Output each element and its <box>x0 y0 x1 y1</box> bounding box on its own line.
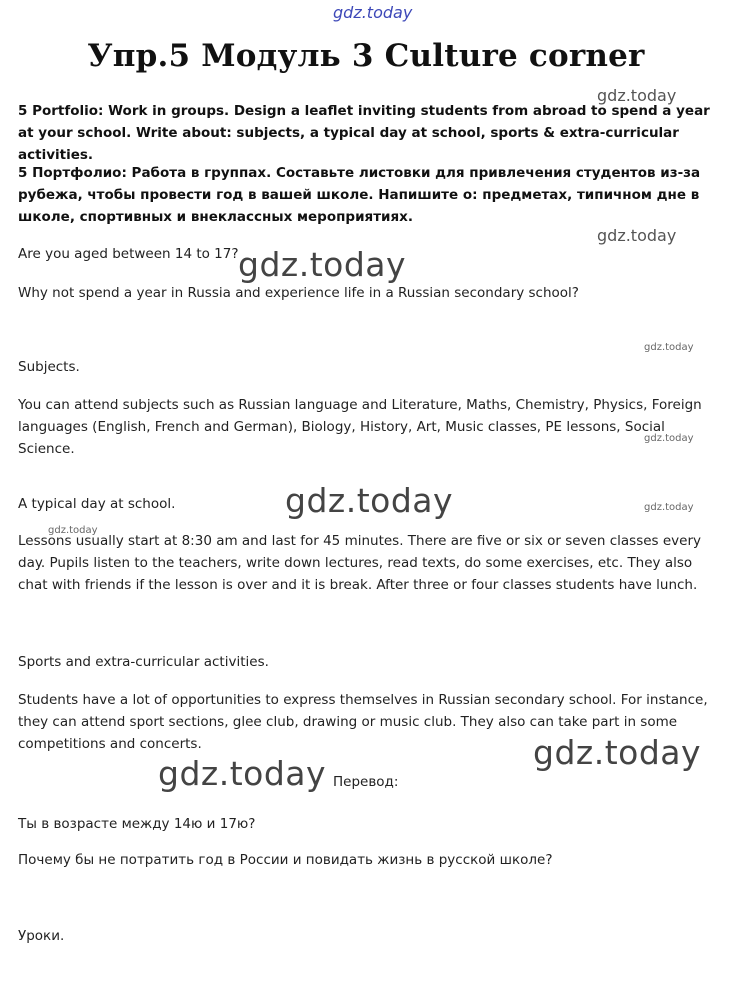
translation-subjects-heading: Уроки. <box>18 928 65 944</box>
watermark: gdz.today <box>285 481 454 520</box>
subjects-heading: Subjects. <box>18 359 80 375</box>
translation-question-2: Почему бы не потратить год в России и повидать жизнь в русской школе? <box>18 852 553 868</box>
watermark: gdz.today <box>597 86 677 105</box>
intro-question-1: Are you aged between 14 to 17? <box>18 246 239 262</box>
sports-heading: Sports and extra-curricular activities. <box>18 654 269 670</box>
typical-day-text: Lessons usually start at 8:30 am and last for 45 minutes. There are five or six or seven classes every day. Pupils listen to the teachers, write down lectures, read texts, do some exercises, etc. They also chat with friends if the lesson is over and it is break. After three or four classes students have lunch. <box>18 533 701 593</box>
watermark: gdz.today <box>533 733 702 772</box>
translation-label: Перевод: <box>333 774 399 790</box>
typical-day-heading: A typical day at school. <box>18 496 176 512</box>
watermark: gdz.today <box>158 754 327 793</box>
watermark: gdz.today <box>48 525 98 536</box>
watermark: gdz.today <box>238 245 407 284</box>
intro-question-2: Why not spend a year in Russia and experience life in a Russian secondary school? <box>18 285 579 301</box>
watermark: gdz.today <box>597 226 677 245</box>
sports-text: Students have a lot of opportunities to express themselves in Russian secondary school. For instance, they can attend sport sections, glee club, drawing or music club. They also can take part in some competitions and concerts. <box>18 692 708 752</box>
watermark: gdz.today <box>644 433 694 444</box>
subjects-text: You can attend subjects such as Russian language and Literature, Maths, Chemistry, Physics, Foreign languages (English, French and German), Biology, History, Art, Music classes, PE lessons, Social Science. <box>18 397 702 457</box>
task-english: 5 Portfolio: Work in groups. Design a leaflet inviting students from abroad to spend a year at your school. Write about: subjects, a typical day at school, sports & extra-curricular activities. <box>18 103 710 163</box>
page-title: Упр.5 Модуль 3 Culture corner <box>87 38 645 74</box>
translation-question-1: Ты в возрасте между 14ю и 17ю? <box>18 816 256 832</box>
watermark: gdz.today <box>644 342 694 353</box>
task-russian: 5 Портфолио: Работа в группах. Составьте листовки для привлечения студентов из-за рубежа, чтобы провести год в вашей школе. Напишите о: предметах, типичном дне в школе, спортивных и внеклассных мероприятиях. <box>18 165 701 225</box>
watermark-top: gdz.today <box>333 3 413 22</box>
watermark: gdz.today <box>644 502 694 513</box>
